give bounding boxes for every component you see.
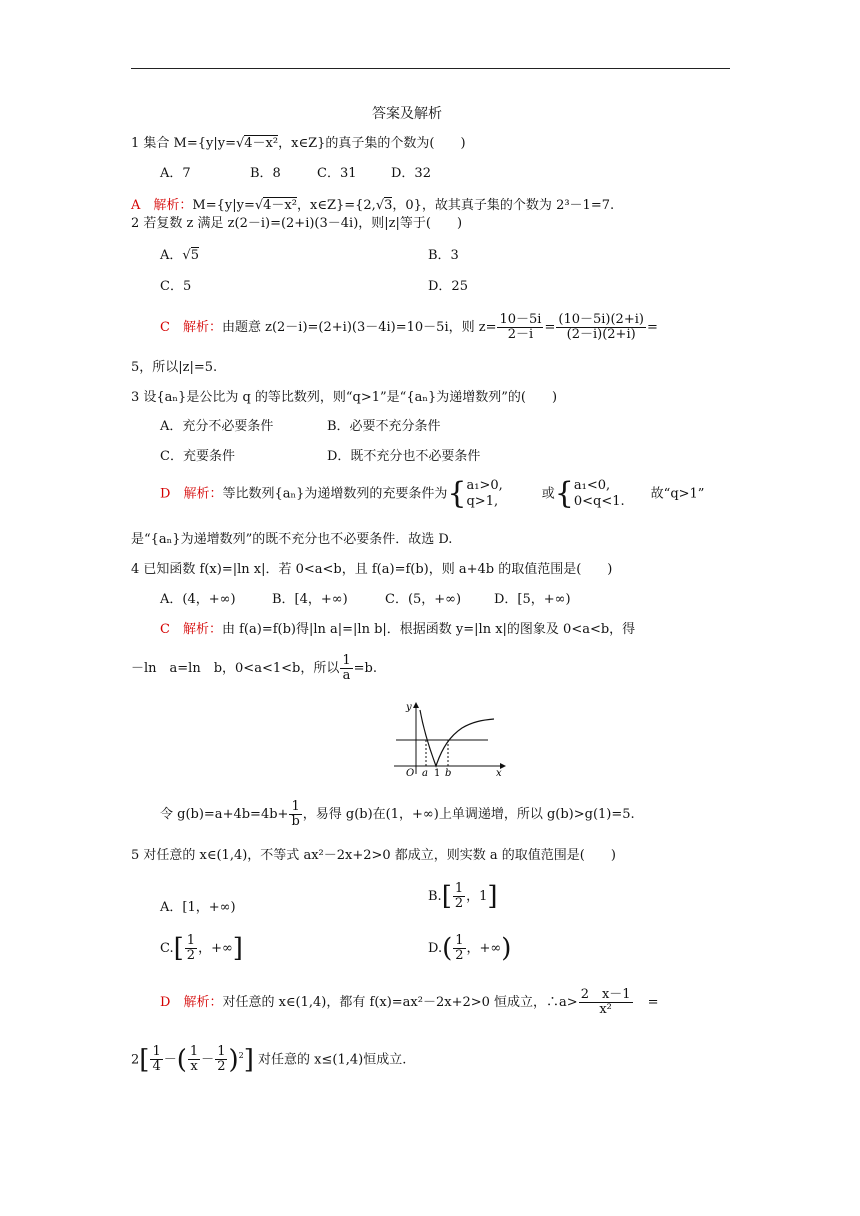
question-3-answer: D	[160, 486, 171, 502]
question-1-answer: A	[131, 198, 141, 213]
question-2-option-c: C．5	[160, 279, 192, 294]
question-5-option-a: A．[1，+∞)	[160, 900, 236, 915]
question-5-option-c: C.[ $\frac{1}{2}$ ，+∞]	[160, 933, 243, 964]
graph-label-y: y	[406, 702, 412, 713]
graph-label-1: 1	[434, 768, 441, 778]
question-2-option-a: A．√5	[160, 248, 199, 263]
question-2-answer: C	[160, 320, 170, 335]
question-3-stem: 3 设{aₙ}是公比为 q 的等比数列，则“q>1”是“{aₙ}为递增数列”的( )	[131, 390, 558, 405]
question-4-option-a: A．(4，+∞)	[160, 592, 236, 607]
question-1-option-c: C．31	[317, 166, 357, 181]
question-2-explanation-cont: 5，所以|z|=5.	[131, 360, 218, 375]
question-5-option-b: B.[ $\frac{1}{2}$ ，1]	[428, 881, 498, 912]
question-3-option-a: A．充分不必要条件	[160, 419, 274, 434]
question-4-explanation-end: 令 g(b)=a+4b=4b+ $\frac{1}{b}$ ，易得 g(b)在(1，+∞)上单调递增，所以 g(b)>g(1)=5.	[160, 799, 635, 829]
question-5-answer: D	[160, 995, 171, 1010]
question-5-explanation: D 解析：对任意的 x∈(1,4)，都有 f(x)=ax²－2x+2>0 恒成立，∴a> $\frac{2 x-1}{\text{x²}}$ =	[160, 987, 659, 1017]
question-2-explanation: C 解析：由题意 z(2－i)=(2+i)(3－4i)=10－5i，则 z= $\frac{10-5i}{2-i}$ = $\frac{(10-5i)(2+i)}{(2-i)(2+i)}$ =	[160, 312, 658, 342]
question-4-answer: C	[160, 622, 170, 637]
abs-ln-graph	[390, 698, 510, 778]
question-1-stem: 1 集合 M={y|y=√4－x²，x∈Z}的真子集的个数为( )	[131, 136, 466, 151]
header-rule	[131, 68, 730, 69]
question-4-explanation: C 解析：由 f(a)=f(b)得|ln a|=|ln b|．根据函数 y=|ln x|的图象及 0<a<b，得	[160, 622, 636, 637]
graph-y-arrow	[413, 702, 419, 708]
question-5-explanation-cont: 2[ $\frac{1}{4}$ －( $\frac{1}{x}$ － $\frac{1}{2}$ )$^2$] 对任意的 x≤(1,4)恒成立.	[131, 1044, 407, 1075]
question-3-option-b: B．必要不充分条件	[327, 419, 441, 434]
question-4-stem: 4 已知函数 f(x)=|ln x|．若 0<a<b，且 f(a)=f(b)，则 a+4b 的取值范围是( )	[131, 562, 613, 577]
question-1-option-b: B．8	[250, 166, 281, 181]
graph-label-a: a	[422, 768, 428, 778]
question-5-stem: 5 对任意的 x∈(1,4)，不等式 ax²－2x+2>0 都成立，则实数 a 的取值范围是( )	[131, 848, 616, 863]
question-2-option-d: D．25	[428, 279, 468, 294]
question-3-option-c: C．充要条件	[160, 449, 235, 464]
graph-label-b: b	[445, 768, 452, 778]
question-4-option-b: B．[4，+∞)	[272, 592, 348, 607]
graph-label-x: x	[496, 768, 502, 778]
graph-label-origin: O	[406, 768, 415, 778]
question-3-explanation: D 解析：等比数列{aₙ}为递增数列的充要条件为{ a₁>0, q>1, 或{ a₁<0, 0<q<1. 故“q>1”	[160, 476, 705, 511]
page-title: 答案及解析	[372, 106, 442, 122]
question-3-explanation-cont: 是“{aₙ}为递增数列”的既不充分也不必要条件．故选 D.	[131, 532, 453, 547]
question-5-option-d: D.( $\frac{1}{2}$ ，+∞)	[428, 933, 512, 964]
question-4-option-d: D．[5，+∞)	[494, 592, 571, 607]
question-4-explanation-cont: －ln a=ln b，0<a<1<b，所以 $\frac{1}{a}$ =b.	[131, 653, 377, 683]
question-2-option-b: B．3	[428, 248, 459, 263]
question-4-option-c: C．(5，+∞)	[385, 592, 462, 607]
question-2-stem: 2 若复数 z 满足 z(2－i)=(2+i)(3－4i)，则|z|等于( )	[131, 216, 463, 231]
question-1-option-a: A．7	[160, 166, 191, 181]
question-3-option-d: D．既不充分也不必要条件	[327, 449, 481, 464]
question-1-explanation: A 解析：M={y|y=√4－x²，x∈Z}={2,√3，0}，故其真子集的个数为 2³－1=7.	[131, 198, 615, 213]
graph-curve	[420, 710, 494, 766]
question-1-option-d: D．32	[391, 166, 431, 181]
